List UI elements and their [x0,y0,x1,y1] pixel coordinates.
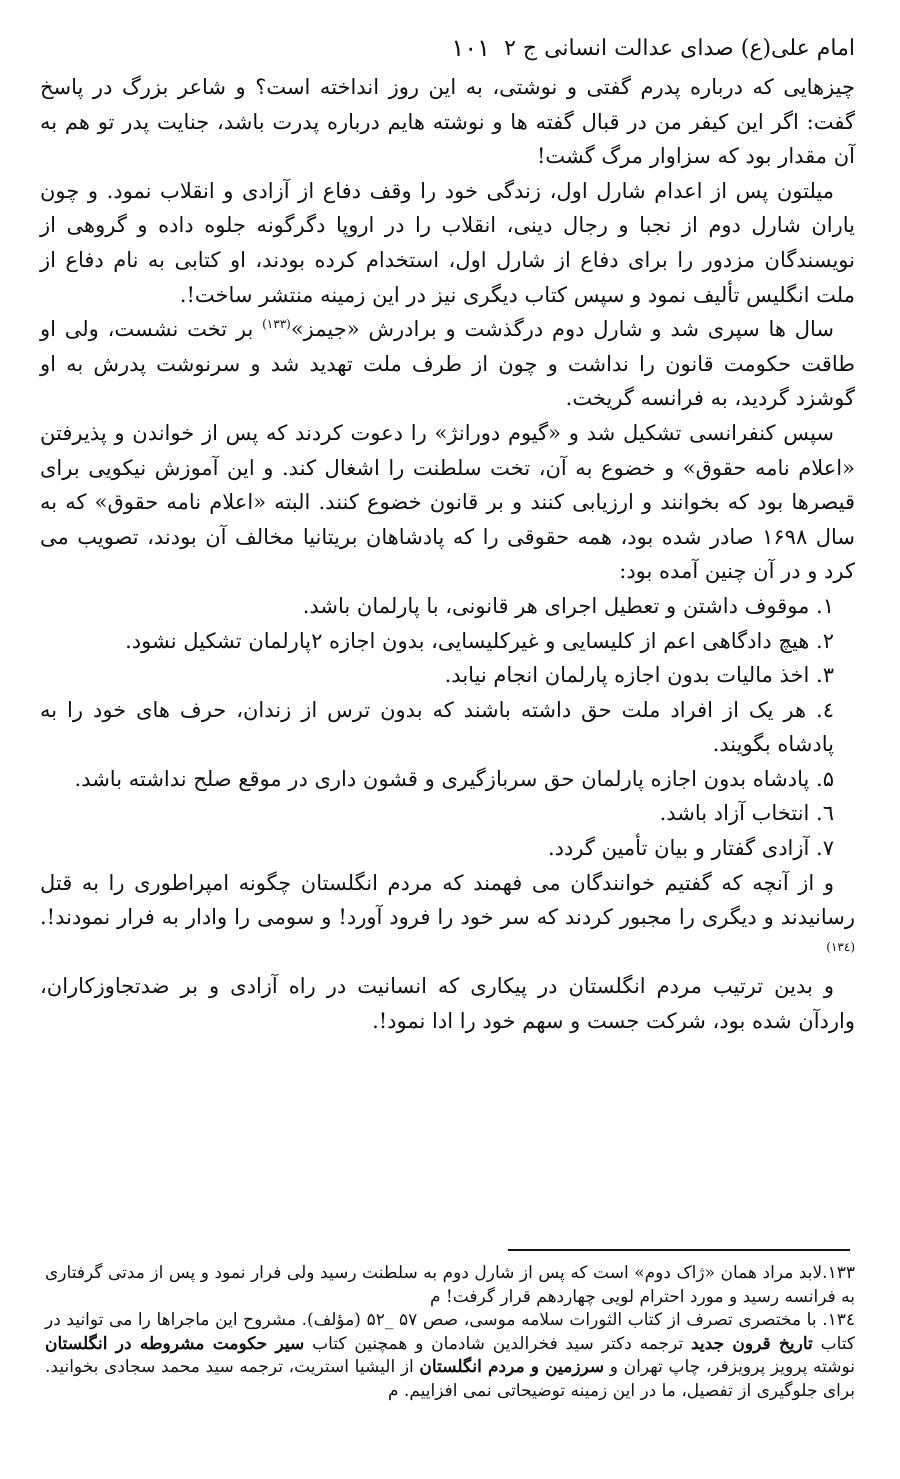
paragraph-3-part-a: سال ها سپری شد و شارل دوم درگذشت و برادرش «جیمز» [290,317,834,342]
running-title: امام علی(ع) صدای عدالت انسانی ج ۲ [504,36,855,61]
page-number: ۱۰۱ [451,34,490,62]
footnote-134-part-a: ۱۳٤. با مختصری تصرف از کتاب الثورات سلامه موسی، صص ۵۷ _۵۲ (مؤلف). مشروح این ماجراها را می توانید در کتاب [45,1310,856,1354]
paragraph-5 [40,866,855,970]
page-header [40,30,855,70]
paragraph-1: چیزهایی که درباره پدرم گفتی و نوشتی، به این روز انداخته است؟ و شاعر بزرگ در پاسخ گفت: اگر این کیفر من در قبال گفته ها و نوشته هایم درباره پدرت باشد، جنایت پدر تو هم به آن مقدار بود که سزاوار مرگ گشت! [40,75,855,169]
list-item-4: ٤. هر یک از افراد ملت حق داشته باشند که بدون ترس از زندان، حرف های خود را به پادشاه بگویند. [40,697,834,757]
list-item-3: ۳. اخذ مالیات بدون اجازه پارلمان انجام نیابد. [444,663,834,688]
paragraph-3-part-b: بر تخت نشست، ولی او طاقت حکومت قانون را نداشت و چون از طرف ملت تهدید شد و سرنوشت پدرش به او گوشزد گردید، به فرانسه گریخت. [40,317,855,411]
footnote-divider [508,1249,850,1251]
book-title-1: تاریخ قرون جدید [691,1333,813,1354]
paragraph-4: سپس کنفرانسی تشکیل شد و «گیوم دورانژ» را دعوت کردند که پس از خواندن و پذیرفتن «اعلام نامه حقوق» و خضوع به آن، تخت سلطنت را اشغال کند. و این آموزش نیکویی برای قیصرها بود که بخوانند و ارزیابی کنند و بر قانون خضوع کنند. البته «اعلام نامه حقوق» که به سال ۱۶۹۸ صادر شده بود، همه حقوقی را که پادشاهان بریتانیا مخالف آن بودند، تصویب می کرد و در آن چنین آمده بود: [40,420,855,584]
paragraph-5-text: و از آنچه که گفتیم خوانندگان می فهمند که مردم انگلستان چگونه امپراطوری را به قتل رسانیدند و دیگری را مجبور کردند که سر خود را فرود آورد! و سومی را وادار به فرار نمودند!. [40,870,855,930]
footnote-134 [45,1309,855,1403]
list-item-6: ٦. انتخاب آزاد باشد. [659,801,834,826]
footnote-134-part-c: ترجمه دکتر سید فخرالدین شادمان و همچنین کتاب [304,1333,691,1354]
book-title-3: سرزمین و مردم انگلستان [419,1357,605,1378]
main-text [40,70,855,1039]
list-item-2: ۲. هیچ دادگاهی اعم از کلیسایی و غیرکلیسایی، بدون اجازه ۲پارلمان تشکیل نشود. [125,628,834,653]
list-item-7: ۷. آزادی گفتار و بیان تأمین گردد. [547,836,834,861]
footnote-ref-133: (۱۳۳) [262,317,291,332]
paragraph-2: میلتون پس از اعدام شارل اول، زندگی خود را وقف دفاع از آزادی و انقلاب نمود. و چون یاران شارل دوم از نجبا و رجال دینی، انقلاب را در اروپا دگرگونه جلوه داده و گروهی از نویسندگان مزدور را برای دفاع از شارل اول، استخدام کرده بودند، او کتابی به نام دفاع از ملت انگلیس تألیف نمود و سپس کتاب دیگری نیز در این زمینه منتشر ساخت!. [40,178,855,307]
book-title-2: سیر حکومت مشروطه در انگلستان [45,1333,305,1354]
list-item-5: ۵. پادشاه بدون اجازه پارلمان حق سربازگیری و قشون داری در موقع صلح نداشته باشد. [74,766,834,791]
footnote-ref-134: (۱۳٤) [826,939,855,954]
footnote-134-part-d: نوشته پرویز پرویزفر، چاپ تهران و [604,1357,855,1378]
footnote-134-part-e: از الیشیا استریت، ترجمه سید محمد سجادی بخوانید. برای جلوگیری از تفصیل، ما در این زمینه توضیحاتی نمی افزاییم. م [45,1357,855,1401]
footnote-133: ۱۳۳.لابد مراد همان «ژاک دوم» است که پس از شارل دوم به سلطنت رسید ولی فرار نمود و پس از مدتی گرفتاری به فرانسه رسید و مورد احترام لویی چهاردهم قرار گرفت! م [45,1263,855,1307]
paragraph-3 [40,312,855,416]
list-item-1: ۱. موقوف داشتن و تعطیل اجرای هر قانونی، با پارلمان باشد. [302,593,834,618]
paragraph-6: و بدین ترتیب مردم انگلستان در پیکاری که انسانیت در راه آزادی و بر ضدتجاوزکاران، واردآن شده بود، شرکت جست و سهم خود را ادا نمود!. [40,974,855,1034]
book-page [40,30,855,1039]
footnotes [45,1262,855,1404]
